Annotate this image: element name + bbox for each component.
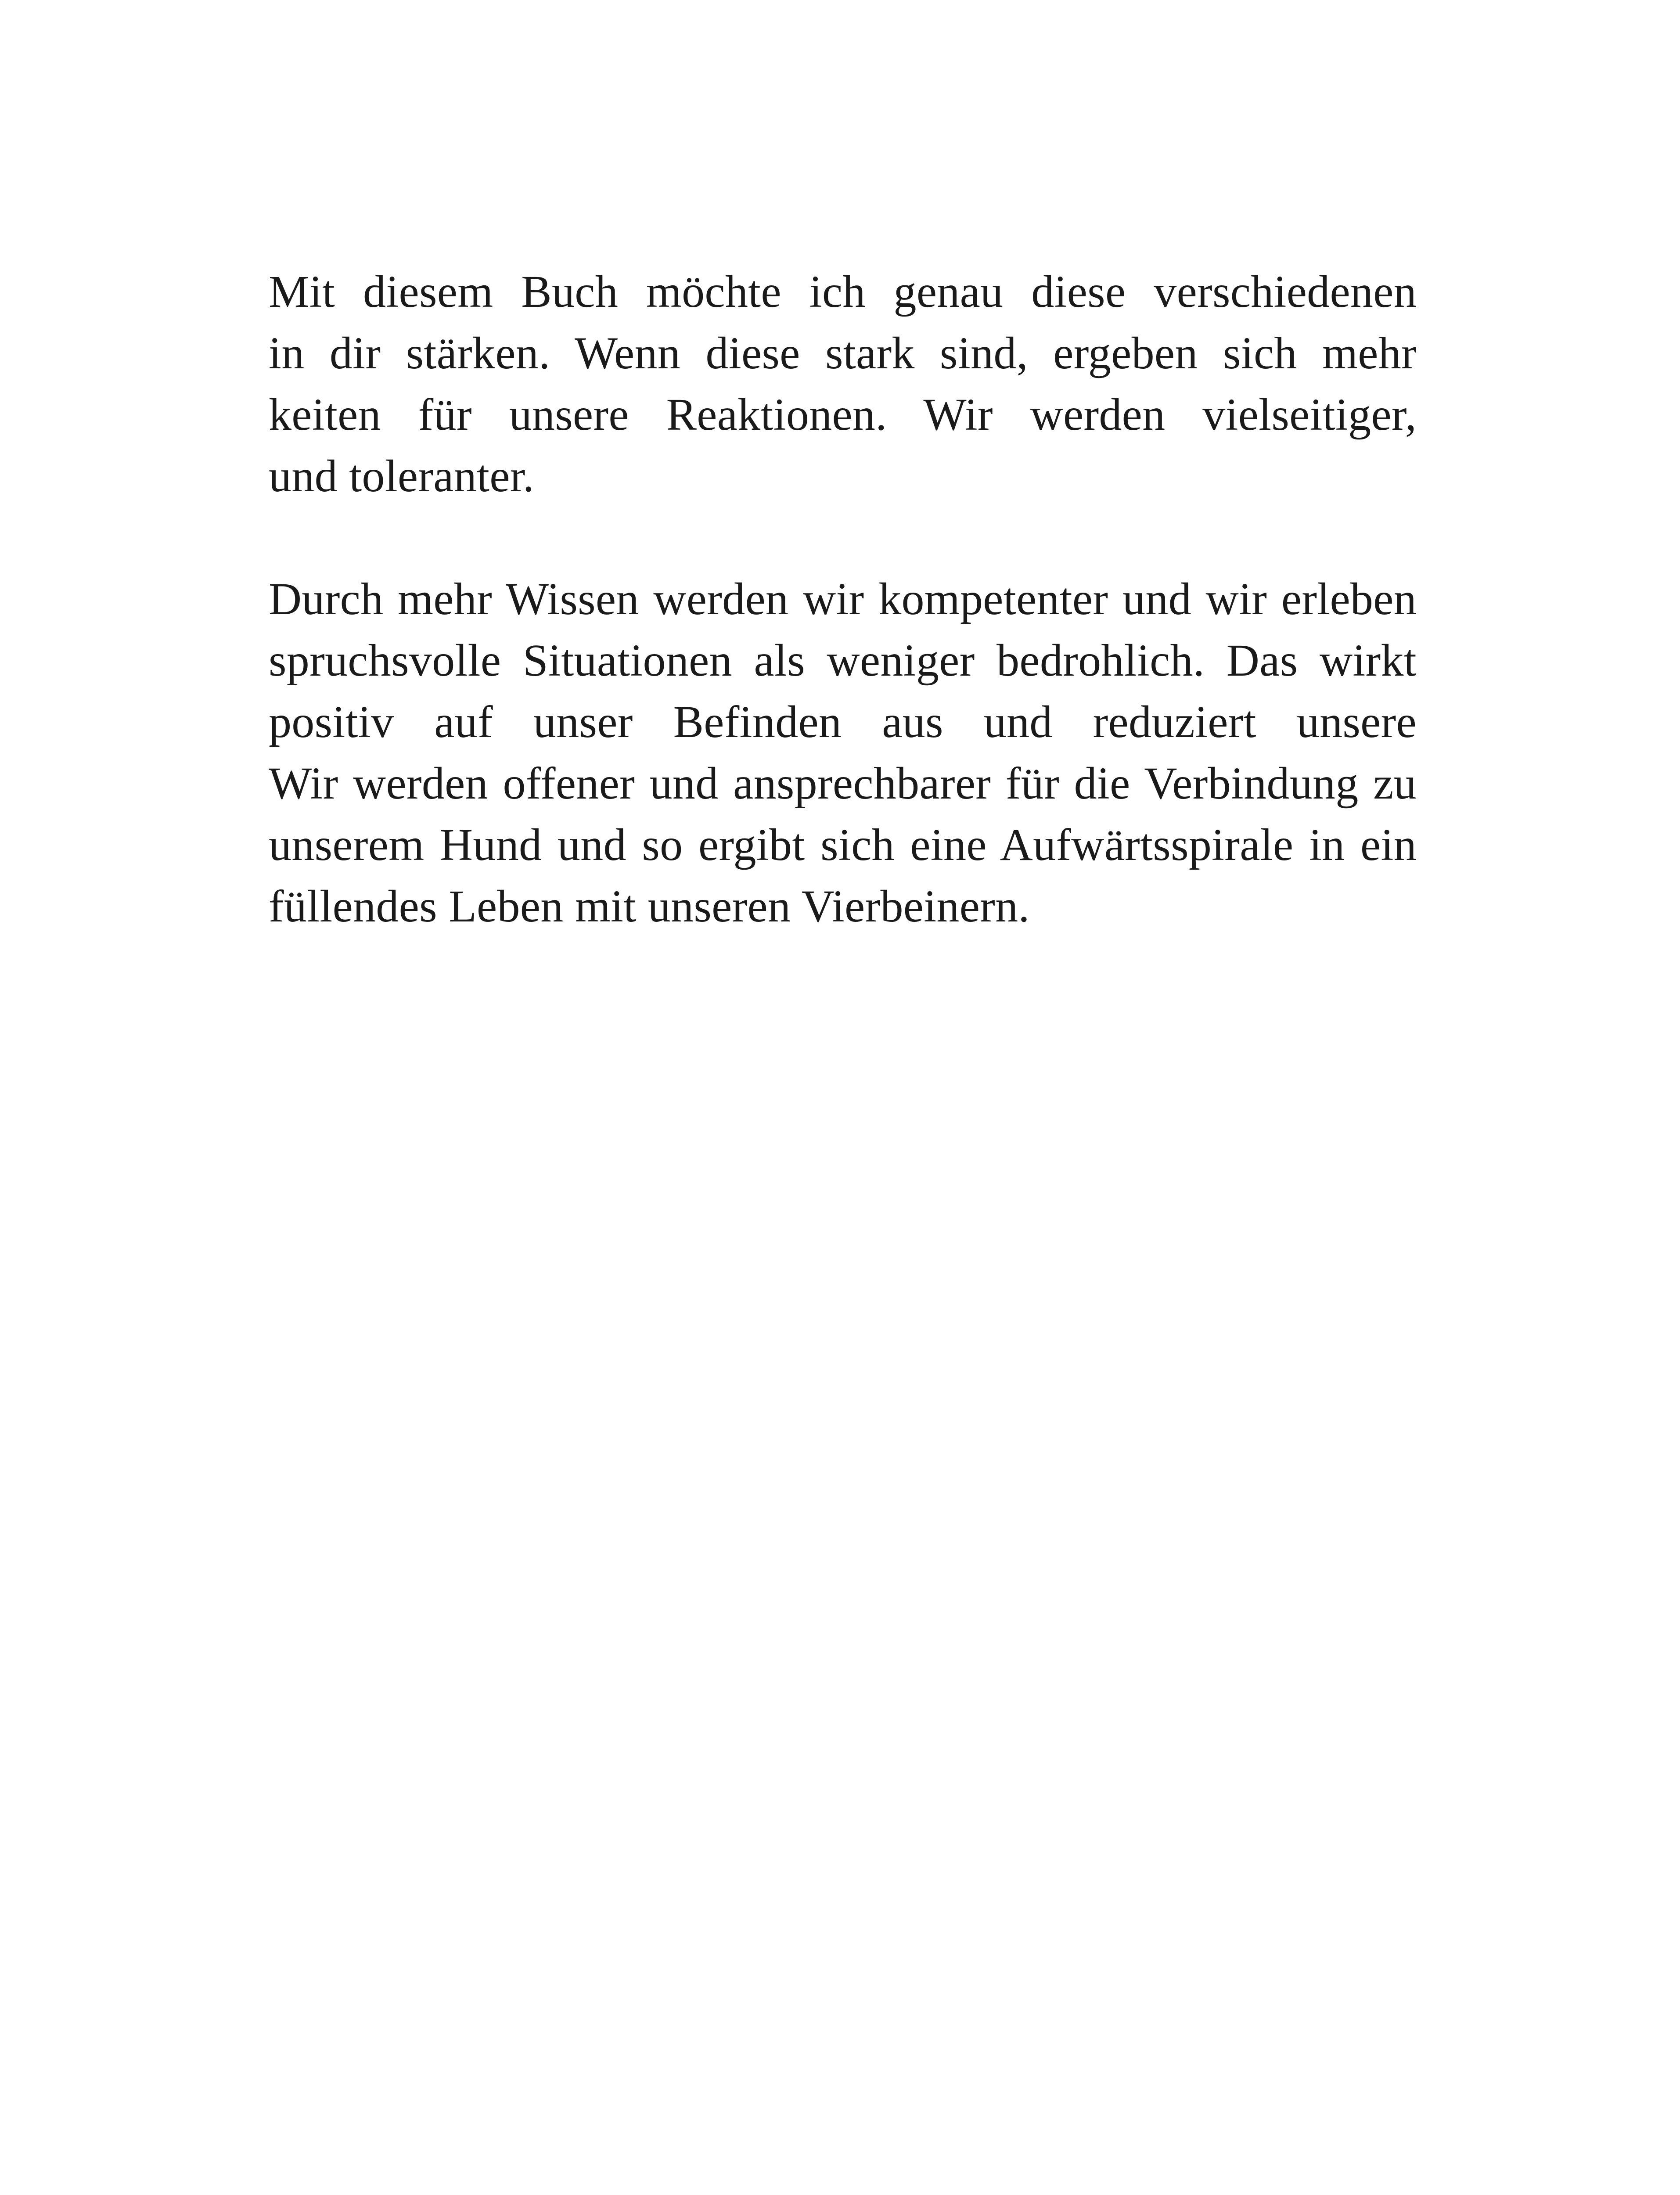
paragraph-spacer <box>269 507 1417 569</box>
paragraph-2 <box>269 569 1417 937</box>
text-line: positiv auf unser Befinden aus und reduziert unsere <box>269 697 1417 747</box>
text-line: unserem Hund und so ergibt sich eine Aufwärtsspirale in ein <box>269 820 1417 870</box>
text-line: Durch mehr Wissen werden wir kompetenter und wir erleben <box>269 574 1417 624</box>
text-line: keiten für unsere Reaktionen. Wir werden vielseitiger, <box>269 389 1417 440</box>
text-line: Mit diesem Buch möchte ich genau diese verschiedenen <box>269 266 1417 317</box>
text-line: füllendes Leben mit unseren Vierbeinern. <box>269 881 1030 932</box>
text-line: in dir stärken. Wenn diese stark sind, ergeben sich mehr <box>269 328 1417 378</box>
text-line: spruchsvolle Situationen als weniger bedrohlich. Das wirkt <box>269 635 1417 686</box>
text-line: und toleranter. <box>269 451 535 501</box>
text-line: Wir werden offener und ansprechbarer für die Verbindung zu <box>269 758 1417 809</box>
paragraph-1 <box>269 261 1417 507</box>
body-text <box>269 261 1417 937</box>
